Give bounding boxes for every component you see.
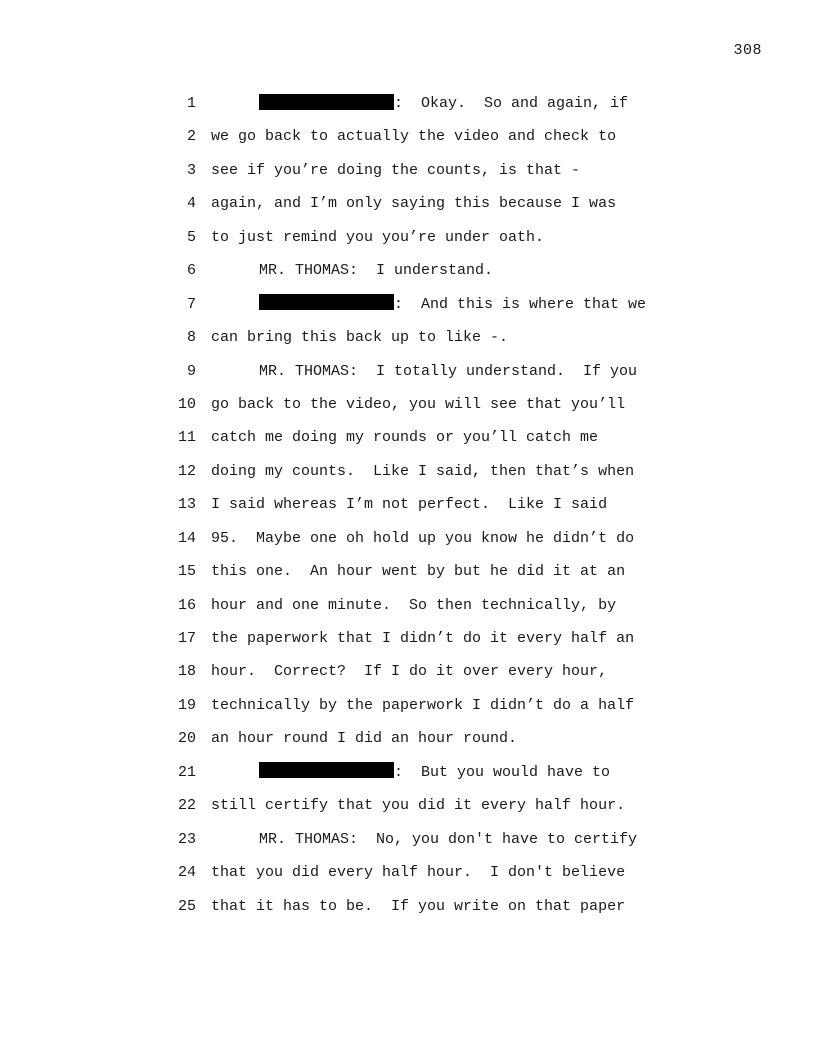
transcript-line: [0, 154, 816, 187]
redaction-bar: [259, 94, 394, 110]
transcript-line: [0, 655, 816, 688]
transcript-line: [0, 689, 816, 722]
line-text: [211, 388, 625, 421]
line-content: technically by the paperwork I didn’t do a half: [211, 696, 635, 714]
transcript-body: [0, 87, 816, 923]
line-number: 18: [177, 663, 196, 681]
line-content: this one. An hour went by but he did it at an: [211, 563, 626, 581]
line-content: MR. THOMAS: No, you don't have to certify: [259, 830, 638, 848]
line-content: can bring this back up to like -.: [211, 329, 509, 347]
line-number: 6: [186, 262, 196, 280]
line-content: the paperwork that I didn’t do it every half an: [211, 630, 635, 647]
line-text: [211, 154, 580, 187]
line-text: [211, 655, 607, 688]
transcript-line: [0, 87, 816, 120]
line-number: 8: [186, 329, 196, 347]
line-content: I said whereas I’m not perfect. Like I said: [211, 496, 608, 514]
line-text: [211, 722, 517, 755]
line-number: 22: [177, 797, 196, 815]
line-text: [211, 421, 598, 454]
line-content: that it has to be. If you write on that paper: [211, 897, 626, 915]
line-number: 11: [177, 429, 196, 447]
transcript-line: [0, 622, 816, 655]
line-text: [211, 288, 646, 321]
line-number: 17: [177, 630, 196, 647]
line-text: [211, 789, 625, 822]
line-number: 10: [177, 395, 196, 413]
line-number: 3: [186, 161, 196, 179]
line-content: hour and one minute. So then technically, by: [211, 596, 617, 614]
transcript-line: [0, 221, 816, 254]
line-number: 12: [177, 462, 196, 480]
line-text: [211, 87, 628, 120]
line-number: 4: [186, 195, 196, 213]
transcript-line: [0, 823, 816, 856]
line-number: 14: [177, 529, 196, 547]
transcript-line: [0, 555, 816, 588]
line-text: [211, 823, 637, 856]
line-text: [211, 321, 508, 354]
line-text: [211, 856, 625, 889]
line-number: 25: [177, 897, 196, 915]
line-content: : Okay. So and again, if: [394, 95, 629, 112]
line-number: 16: [177, 596, 196, 614]
line-text: [211, 689, 634, 722]
transcript-line: [0, 120, 816, 153]
line-content: MR. THOMAS: I understand.: [259, 262, 494, 280]
transcript-line: [0, 455, 816, 488]
line-number: 20: [177, 730, 196, 748]
line-content: to just remind you you’re under oath.: [211, 228, 545, 246]
transcript-line: [0, 589, 816, 622]
line-content: we go back to actually the video and check to: [211, 128, 617, 146]
transcript-line: [0, 321, 816, 354]
transcript-line: [0, 722, 816, 755]
redaction-bar: [259, 762, 394, 778]
line-content: MR. THOMAS: I totally understand. If you: [259, 362, 638, 380]
line-number: 24: [177, 864, 196, 882]
line-content: go back to the video, you will see that you’ll: [211, 395, 626, 413]
line-text: [211, 455, 634, 488]
line-text: [211, 555, 625, 588]
line-content: an hour round I did an hour round.: [211, 730, 518, 748]
transcript-line: [0, 388, 816, 421]
line-content: catch me doing my rounds or you’ll catch me: [211, 429, 599, 447]
line-number: 15: [177, 563, 196, 581]
line-text: [211, 488, 607, 521]
line-number: 1: [186, 95, 196, 112]
line-content: that you did every half hour. I don't believe: [211, 864, 626, 882]
line-text: [211, 522, 634, 555]
line-text: [211, 589, 616, 622]
line-text: [211, 187, 616, 220]
line-text: [211, 622, 634, 655]
line-content: 95. Maybe one oh hold up you know he didn’t do: [211, 529, 635, 547]
transcript-line: [0, 187, 816, 220]
transcript-line: [0, 789, 816, 822]
transcript-line: [0, 890, 816, 923]
line-content: hour. Correct? If I do it over every hour,: [211, 663, 608, 681]
line-text: [211, 120, 616, 153]
line-content: : And this is where that we: [394, 295, 647, 313]
line-text: [211, 355, 637, 388]
redaction-bar: [259, 294, 394, 310]
line-content: doing my counts. Like I said, then that’s when: [211, 462, 635, 480]
line-number: 2: [186, 128, 196, 146]
transcript-line: [0, 288, 816, 321]
line-text: [211, 221, 544, 254]
transcript-line: [0, 522, 816, 555]
line-text: [211, 890, 625, 923]
line-number: 5: [186, 228, 196, 246]
line-content: : But you would have to: [394, 763, 611, 781]
line-text: [211, 254, 493, 287]
line-content: see if you’re doing the counts, is that -: [211, 161, 581, 179]
transcript-line: [0, 756, 816, 789]
line-number: 23: [177, 830, 196, 848]
transcript-line: [0, 488, 816, 521]
transcript-line: [0, 254, 816, 287]
transcript-line: [0, 856, 816, 889]
transcript-line: [0, 355, 816, 388]
line-content: again, and I’m only saying this because I was: [211, 195, 617, 213]
line-number: 9: [186, 362, 196, 380]
line-number: 19: [177, 696, 196, 714]
line-number: 21: [177, 763, 196, 781]
line-number: 7: [186, 295, 196, 313]
page-number: 308: [733, 42, 762, 59]
line-text: [211, 756, 610, 789]
transcript-line: [0, 421, 816, 454]
line-content: still certify that you did it every half hour.: [211, 797, 626, 815]
line-number: 13: [177, 496, 196, 514]
